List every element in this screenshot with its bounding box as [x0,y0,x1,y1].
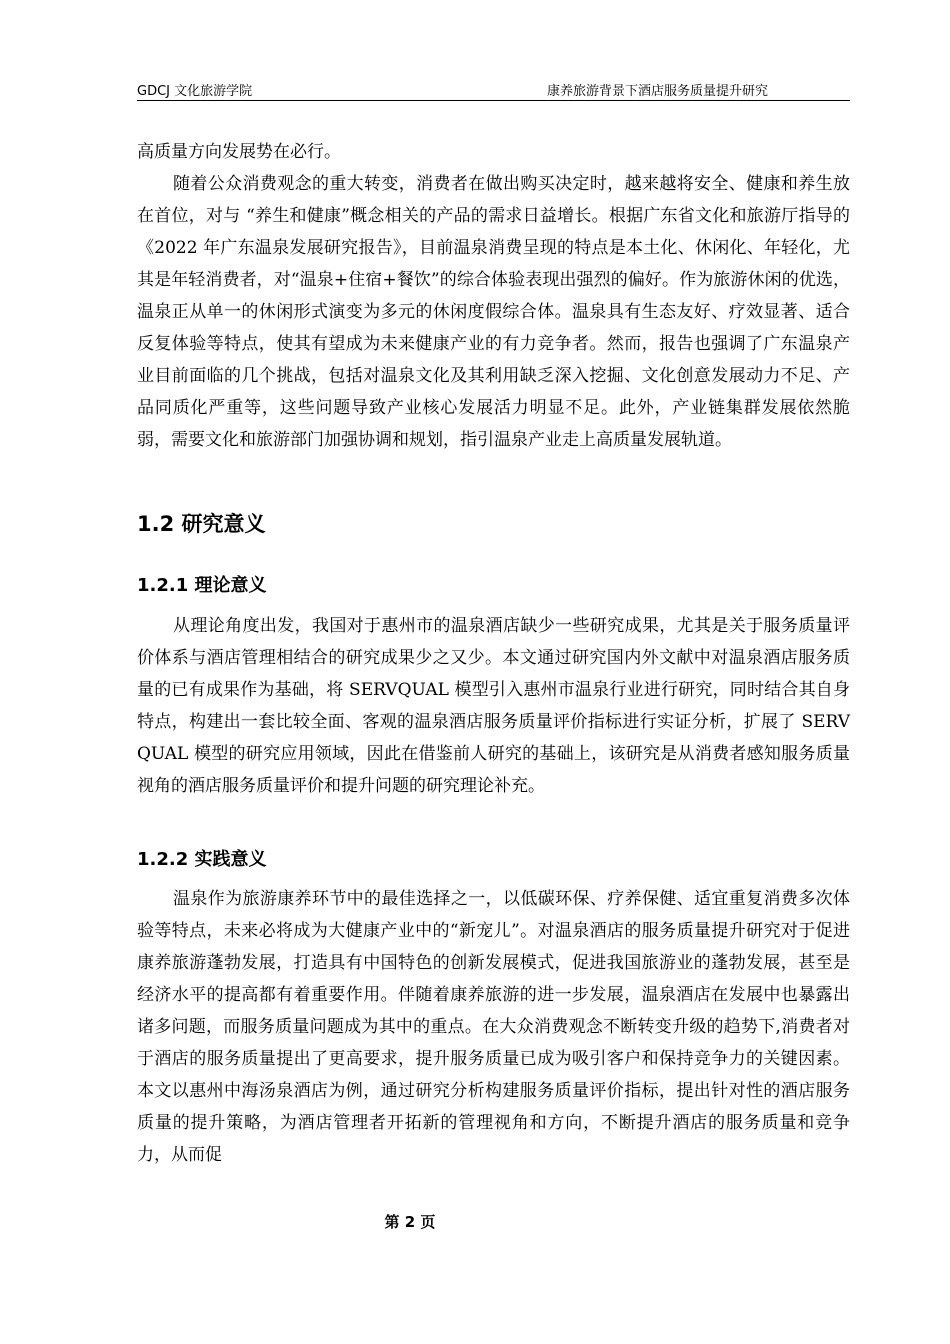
paragraph-continuation: 高质量方向发展势在必行。 [137,142,341,162]
section-heading-1-2: 1.2 研究意义 [137,512,266,536]
page-header [137,78,850,101]
paragraph-background: 随着公众消费观念的重大转变，消费者在做出购买决定时，越来越将安全、健康和养生放在首位，对与 “养生和健康”概念相关的产品的需求日益增长。根据广东省文化和旅游厅指导的《2022 年广东温泉发展研究报告》，目前温泉消费呈现的特点是本土化、休闲化、年轻化，尤其是年轻消费者，对“温泉+住宿+餐饮”的综合体验表现出强烈的偏好。作为旅游休闲的优选，温泉正从单一的休闲形式演变为多元的休闲度假综合体。温泉具有生态友好、疗效显著、适合反复体验等特点，使其有望成为未来健康产业的有力竞争者。然而，报告也强调了广东温泉产业目前面临的几个挑战，包括对温泉文化及其利用缺乏深入挖掘、文化创意发展动力不足、产品同质化严重等，这些问题导致产业核心发展活力明显不足。此外，产业链集群发展依然脆弱，需要文化和旅游部门加强协调和规划，指引温泉产业走上高质量发展轨道。 [137,174,850,450]
subsection-heading-1-2-1: 1.2.1 理论意义 [137,575,267,596]
subsection-heading-1-2-2: 1.2.2 实践意义 [137,849,267,870]
header-thesis-title: 康养旅游背景下酒店服务质量提升研究 [547,84,769,99]
paragraph-theory: 从理论角度出发，我国对于惠州市的温泉酒店缺少一些研究成果，尤其是关于服务质量评价体系与酒店管理相结合的研究成果少之又少。本文通过研究国内外文献中对温泉酒店服务质量的已有成果作为基础，将 SERVQUAL 模型引入惠州市温泉行业进行研究，同时结合其自身特点，构建出一套比较全面、客观的温泉酒店服务质量评价指标进行实证分析，扩展了 SERVQUAL 模型的研究应用领域，因此在借鉴前人研究的基础上，该研究是从消费者感知服务质量视角的酒店服务质量评价和提升问题的研究理论补充。 [137,616,850,796]
page-number: 第 2 页 [384,1213,436,1231]
header-school-name: GDCJ 文化旅游学院 [137,84,253,99]
paragraph-practice: 温泉作为旅游康养环节中的最佳选择之一，以低碳环保、疗养保健、适宜重复消费多次体验等特点，未来必将成为大健康产业中的“新宠儿”。对温泉酒店的服务质量提升研究对于促进康养旅游蓬勃发展，打造具有中国特色的创新发展模式，促进我国旅游业的蓬勃发展，甚至是经济水平的提高都有着重要作用。伴随着康养旅游的进一步发展，温泉酒店在发展中也暴露出诸多问题，而服务质量问题成为其中的重点。在大众消费观念不断转变升级的趋势下,消费者对于酒店的服务质量提出了更高要求，提升服务质量已成为吸引客户和保持竞争力的关键因素。本文以惠州中海汤泉酒店为例，通过研究分析构建服务质量评价指标，提出针对性的酒店服务质量的提升策略，为酒店管理者开拓新的管理视角和方向，不断提升酒店的服务质量和竞争力，从而促 [137,889,850,1165]
